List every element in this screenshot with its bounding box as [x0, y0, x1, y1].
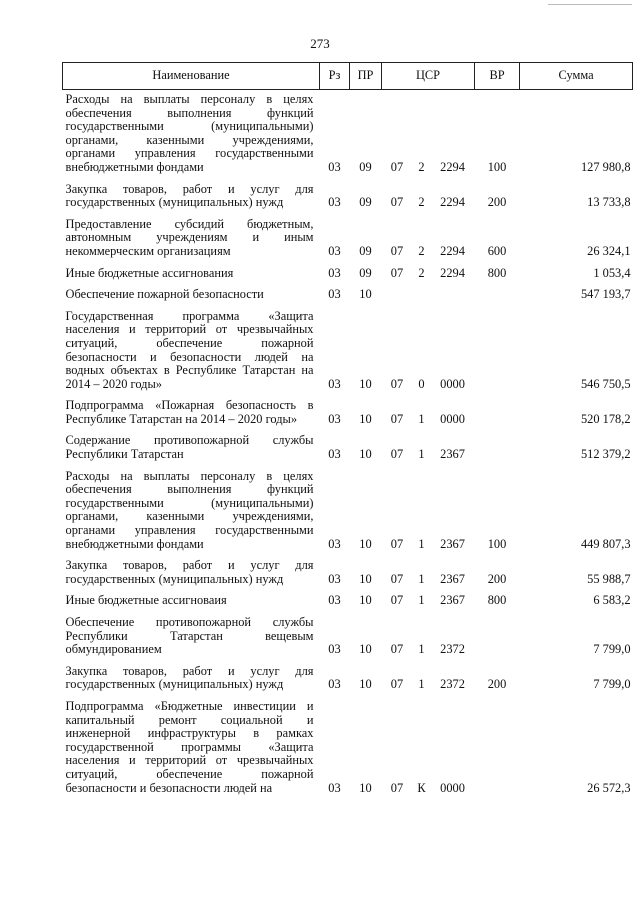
header-pr: ПР [350, 63, 382, 90]
row-csr-part3: 2294 [440, 265, 465, 280]
row-csr-part2: 1 [418, 593, 425, 608]
row-csr-part2: 0 [418, 376, 425, 391]
row-csr-part3 [431, 280, 475, 302]
row-pr: 09 [359, 195, 372, 210]
row-csr-part1: 07 [390, 159, 404, 174]
table-row [63, 90, 633, 175]
row-name: Подпрограмма «Пожарная безопасность в Республике Татарстан на 2014 – 2020 годы» [65, 398, 314, 426]
row-vr [475, 391, 520, 426]
header-rz: Рз [320, 63, 350, 90]
row-csr-part2: 1 [418, 447, 425, 462]
row-csr-part2: 1 [418, 571, 425, 586]
row-name: Иные бюджетные ассигноваия [65, 593, 227, 608]
row-name: Обеспечение противопожарной службы Республики Татарстан вещевым обмундированием [65, 615, 314, 657]
row-rz: 03 [328, 780, 341, 795]
row-rz: 03 [328, 677, 341, 692]
table-row [63, 280, 633, 302]
row-sum: 26 324,1 [587, 243, 631, 258]
row-pr: 10 [359, 536, 372, 551]
row-vr [475, 426, 520, 461]
table-row [63, 692, 633, 795]
row-pr: 09 [359, 265, 372, 280]
row-vr: 600 [487, 243, 507, 258]
row-csr-part1: 07 [390, 677, 404, 692]
row-vr [475, 280, 520, 302]
row-sum: 512 379,2 [580, 447, 631, 462]
row-rz: 03 [328, 536, 341, 551]
row-name: Закупка товаров, работ и услуг для государственных (муниципальных) нужд [65, 663, 314, 692]
row-csr-part3: 2294 [440, 243, 465, 258]
header-vr: ВР [475, 63, 520, 90]
table-row [63, 210, 633, 259]
table-row [63, 426, 633, 461]
table-row [63, 551, 633, 586]
row-csr-part1: 07 [390, 195, 404, 210]
table-body [63, 90, 633, 796]
row-pr: 10 [359, 287, 372, 302]
page-number: 273 [310, 36, 330, 51]
row-pr: 10 [359, 376, 372, 391]
row-sum: 7 799,0 [593, 642, 631, 657]
header-name: Наименование [63, 63, 320, 90]
row-sum: 13 733,8 [587, 195, 631, 210]
row-rz: 03 [328, 243, 341, 258]
row-pr: 10 [359, 677, 372, 692]
table-row [63, 302, 633, 392]
row-name: Расходы на выплаты персоналу в целях обеспечения выполнения функций государственными (муниципальными) органами, казенными учреждениями, органами управления государственными внебюджетными фондами [65, 468, 314, 551]
row-sum: 546 750,5 [580, 376, 631, 391]
row-csr-part2: 1 [418, 677, 425, 692]
header-sum: Сумма [520, 63, 633, 90]
row-rz: 03 [328, 287, 341, 302]
table-row [63, 657, 633, 692]
row-csr-part3: 2367 [440, 536, 465, 551]
row-csr-part1: 07 [390, 780, 404, 795]
row-name: Обеспечение пожарной безопасности [65, 287, 264, 302]
row-csr-part1: 07 [390, 243, 404, 258]
row-pr: 09 [359, 159, 372, 174]
row-sum: 7 799,0 [593, 677, 631, 692]
row-sum: 449 807,3 [580, 536, 631, 551]
row-csr-part2: 2 [418, 195, 425, 210]
row-vr: 800 [487, 265, 507, 280]
row-csr-part2: 2 [418, 243, 425, 258]
row-rz: 03 [328, 447, 341, 462]
row-csr-part3: 2372 [440, 642, 465, 657]
row-name: Расходы на выплаты персоналу в целях обеспечения выполнения функций государственными (муниципальными) органами, казенными учреждениями, органами управления государственными внебюджетными фондами [65, 92, 314, 174]
row-csr-part2 [413, 280, 431, 302]
row-rz: 03 [328, 571, 341, 586]
table-row [63, 586, 633, 608]
row-pr: 10 [359, 571, 372, 586]
row-vr [475, 302, 520, 392]
row-csr-part1: 07 [390, 571, 404, 586]
row-rz: 03 [328, 265, 341, 280]
row-csr-part2: К [417, 780, 426, 795]
row-rz: 03 [328, 593, 341, 608]
row-csr-part1: 07 [390, 265, 404, 280]
table-row [63, 462, 633, 552]
row-csr-part1: 07 [390, 642, 404, 657]
row-name: Подпрограмма «Бюджетные инвестиции и капитальный ремонт социальной и инженерной инфраструктуры в рамках государственной программы «Защита населения и территорий от чрезвычайных ситуаций, обеспечение пожарной безопасности и безопасности людей на [65, 698, 314, 795]
row-sum: 6 583,2 [593, 593, 631, 608]
row-vr: 100 [487, 536, 507, 551]
table-row [63, 391, 633, 426]
row-name: Государственная программа «Защита населения и территорий от чрезвычайных ситуаций, обеспечение пожарной безопасности и безопасности людей на водных объектах в Республике Татарстан на 2014 – 2020 годы» [65, 308, 314, 391]
row-sum: 55 988,7 [587, 571, 631, 586]
row-name: Закупка товаров, работ и услуг для государственных (муниципальных) нужд [65, 558, 314, 586]
row-csr-part3: 2294 [440, 159, 465, 174]
row-pr: 10 [359, 642, 372, 657]
row-sum: 1 053,4 [593, 265, 631, 280]
row-name: Иные бюджетные ассигнования [65, 265, 234, 280]
table-row [63, 259, 633, 281]
row-csr-part3: 2367 [440, 593, 465, 608]
row-vr [475, 608, 520, 657]
row-rz: 03 [328, 411, 341, 426]
row-pr: 10 [359, 593, 372, 608]
row-csr-part2: 2 [418, 159, 425, 174]
header-csr: ЦСР [382, 63, 475, 90]
row-csr-part1: 07 [390, 376, 404, 391]
row-name: Предоставление субсидий бюджетным, автономным учреждениям и иным некоммерческим организациям [65, 216, 314, 258]
row-csr-part2: 2 [418, 265, 425, 280]
row-pr: 09 [359, 243, 372, 258]
row-csr-part3: 0000 [440, 411, 465, 426]
row-csr-part2: 1 [418, 536, 425, 551]
row-name: Закупка товаров, работ и услуг для государственных (муниципальных) нужд [65, 181, 314, 210]
row-csr-part2: 1 [418, 411, 425, 426]
row-csr-part3: 2294 [440, 195, 465, 210]
row-rz: 03 [328, 195, 341, 210]
row-vr [475, 692, 520, 795]
row-csr-part1: 07 [390, 536, 404, 551]
row-csr-part3: 2367 [440, 447, 465, 462]
row-csr-part1: 07 [390, 447, 404, 462]
row-vr: 800 [487, 593, 507, 608]
table-row [63, 175, 633, 210]
row-rz: 03 [328, 376, 341, 391]
row-vr: 100 [487, 159, 507, 174]
row-vr: 200 [487, 195, 507, 210]
row-csr-part3: 0000 [440, 376, 465, 391]
row-vr: 200 [487, 571, 507, 586]
row-csr-part1: 07 [390, 593, 404, 608]
table-header-row [63, 63, 633, 90]
row-pr: 10 [359, 411, 372, 426]
row-sum: 127 980,8 [580, 159, 631, 174]
row-name: Содержание противопожарной службы Республики Татарстан [65, 433, 314, 462]
table-row [63, 608, 633, 657]
row-csr-part3: 2367 [440, 571, 465, 586]
row-rz: 03 [328, 159, 341, 174]
row-csr-part1: 07 [390, 411, 404, 426]
row-pr: 10 [359, 447, 372, 462]
row-rz: 03 [328, 642, 341, 657]
row-csr-part2: 1 [418, 642, 425, 657]
row-vr: 200 [487, 677, 507, 692]
row-csr-part3: 0000 [440, 780, 465, 795]
row-sum: 26 572,3 [587, 780, 631, 795]
scan-corner-mark [548, 4, 632, 5]
row-csr-part1 [382, 280, 413, 302]
row-sum: 520 178,2 [580, 411, 631, 426]
row-csr-part3: 2372 [440, 677, 465, 692]
row-pr: 10 [359, 780, 372, 795]
row-sum: 547 193,7 [580, 287, 631, 302]
budget-table [62, 62, 633, 795]
